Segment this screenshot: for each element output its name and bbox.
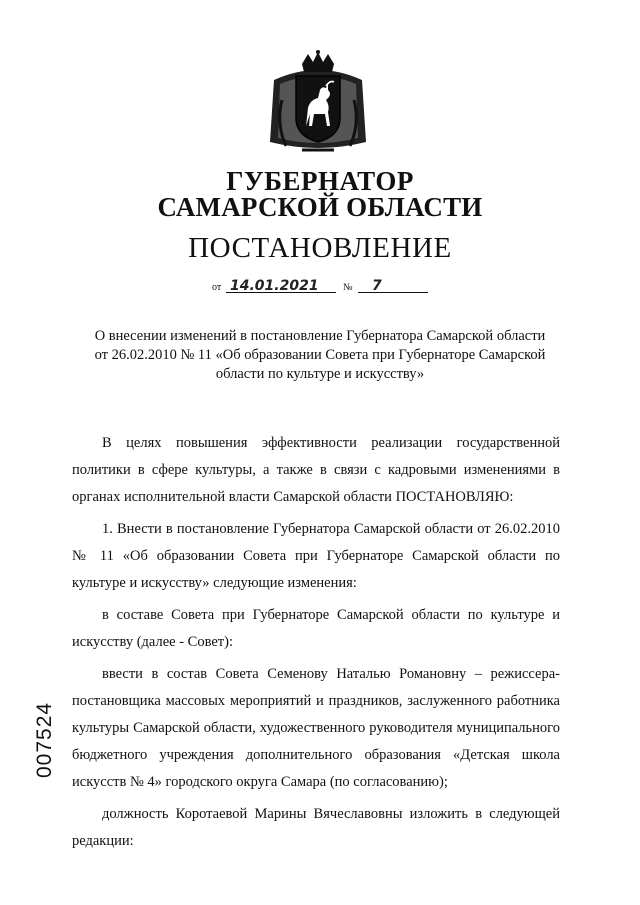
document-subject — [70, 327, 570, 384]
body-paragraph: В целях повышения эффективности реализации государственной политики в сфере культуры, а также в связи с кадровыми изменениями в органах исполнительной власти Самарской области ПОСТАНОВЛЯЮ: — [72, 435, 560, 505]
document-type-title: ПОСТАНОВЛЕНИЕ — [188, 232, 452, 264]
body-paragraph: ввести в состав Совета Семенову Наталью Романовну – режиссера-постановщика массовых мероприятий и праздников, заслуженного работника культуры Самарской области, художественного руководителя муниципального бюджетного учреждения дополнительного образования «Детская школа искусств № 4» городского округа Самара (по согласованию); — [72, 666, 560, 790]
subject-line: О внесении изменений в постановление Губернатора Самарской области — [94, 328, 546, 344]
subject-line: области по культуре и искусству» — [215, 366, 425, 382]
body-paragraph: в составе Совета при Губернаторе Самарской области по культуре и искусству (далее - Совет): — [72, 607, 560, 650]
samara-coat-of-arms-icon — [266, 50, 370, 156]
number-label: № — [343, 282, 353, 293]
date-number-line — [212, 275, 432, 297]
document-body — [72, 430, 560, 860]
margin-registration-number: 007524 — [33, 701, 56, 778]
body-paragraph: должность Коротаевой Марины Вячеславовны изложить в следующей редакции: — [72, 806, 560, 849]
number-underline — [358, 292, 428, 293]
body-paragraph: 1. Внести в постановление Губернатора Самарской области от 26.02.2010 № 11 «Об образовании Совета при Губернаторе Самарской области по культуре и искусству» следующие изменения: — [72, 521, 560, 591]
handwritten-number: 7 — [372, 278, 382, 294]
date-label: от — [212, 282, 222, 293]
subject-line: от 26.02.2010 № 11 «Об образовании Совета при Губернаторе Самарской — [94, 347, 546, 363]
authority-title-line2: САМАРСКОЙ ОБЛАСТИ — [157, 192, 483, 222]
handwritten-date: 14.01.2021 — [230, 278, 319, 294]
authority-title-line1: ГУБЕРНАТОР — [226, 166, 414, 196]
